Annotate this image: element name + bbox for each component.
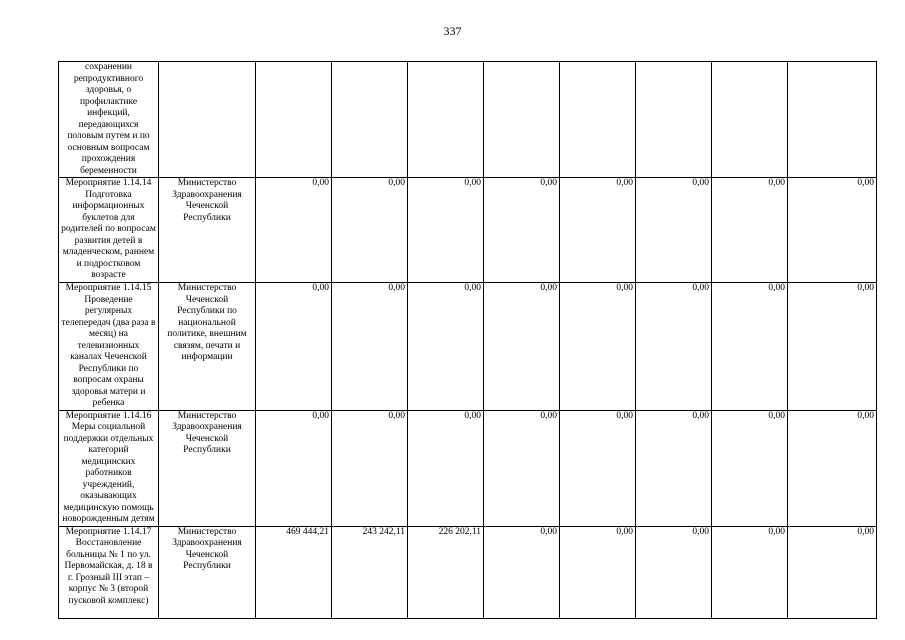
value-cell: 0,00 — [712, 526, 788, 618]
value-cell: 0,00 — [636, 178, 712, 283]
table-row — [59, 62, 877, 178]
executor-cell: Министерство Здравоохранения Чеченской Республики — [159, 526, 256, 618]
value-cell: 0,00 — [408, 178, 484, 283]
measure-name-cell: Мероприятие 1.14.14 Подготовка информационных буклетов для родителей по вопросам развития детей в младенческом, раннем и подростковом возрасте — [59, 178, 159, 283]
value-cell: 243 242,11 — [332, 526, 408, 618]
value-cell: 0,00 — [636, 283, 712, 411]
table-row — [59, 410, 877, 526]
value-cell — [560, 62, 636, 178]
value-cell: 0,00 — [484, 526, 560, 618]
executor-cell: Министерство Чеченской Республики по национальной политике, внешним связям, печати и информации — [159, 283, 256, 411]
value-cell — [636, 62, 712, 178]
value-cell: 0,00 — [256, 178, 332, 283]
value-cell: 0,00 — [788, 178, 877, 283]
value-cell: 469 444,21 — [256, 526, 332, 618]
value-cell: 0,00 — [408, 283, 484, 411]
measure-name-cell: Мероприятие 1.14.17 Восстановление больницы № 1 по ул. Первомайская, д. 18 в г. Грозный III этап – корпус № 3 (второй пусковой комплекс) — [59, 526, 159, 618]
value-cell: 0,00 — [788, 283, 877, 411]
value-cell: 0,00 — [484, 178, 560, 283]
value-cell: 0,00 — [788, 410, 877, 526]
value-cell — [256, 62, 332, 178]
value-cell: 226 202,11 — [408, 526, 484, 618]
value-cell — [712, 62, 788, 178]
value-cell: 0,00 — [712, 410, 788, 526]
value-cell: 0,00 — [332, 410, 408, 526]
executor-cell: Министерство Здравоохранения Чеченской Республики — [159, 410, 256, 526]
table-row — [59, 178, 877, 283]
value-cell: 0,00 — [788, 526, 877, 618]
value-cell: 0,00 — [332, 178, 408, 283]
executor-cell — [159, 62, 256, 178]
value-cell: 0,00 — [636, 410, 712, 526]
value-cell: 0,00 — [560, 178, 636, 283]
value-cell — [484, 62, 560, 178]
value-cell: 0,00 — [636, 526, 712, 618]
program-table — [58, 61, 877, 619]
value-cell: 0,00 — [408, 410, 484, 526]
value-cell: 0,00 — [560, 526, 636, 618]
measure-name-cell: Мероприятие 1.14.15 Проведение регулярных телепередач (два раза в месяц) на телевизионных каналах Чеченской Республики по вопросам охраны здоровья матери и ребенка — [59, 283, 159, 411]
table-row — [59, 526, 877, 618]
table-row — [59, 283, 877, 411]
value-cell — [332, 62, 408, 178]
page-number: 337 — [443, 24, 462, 38]
value-cell — [788, 62, 877, 178]
value-cell: 0,00 — [256, 410, 332, 526]
executor-cell: Министерство Здравоохранения Чеченской Республики — [159, 178, 256, 283]
value-cell: 0,00 — [332, 283, 408, 411]
value-cell: 0,00 — [712, 283, 788, 411]
value-cell: 0,00 — [484, 410, 560, 526]
value-cell: 0,00 — [712, 178, 788, 283]
measure-name-cell: сохранении репродуктивного здоровья, о профилактике инфекций, передающихся половым путем и по основным вопросам прохождения беременности — [59, 62, 159, 178]
value-cell: 0,00 — [484, 283, 560, 411]
value-cell: 0,00 — [560, 410, 636, 526]
measure-name-cell: Мероприятие 1.14.16 Меры социальной поддержки отдельных категорий медицинских работников учреждений, оказывающих медицинскую помощь новорожденным детям — [59, 410, 159, 526]
value-cell — [408, 62, 484, 178]
value-cell: 0,00 — [256, 283, 332, 411]
value-cell: 0,00 — [560, 283, 636, 411]
